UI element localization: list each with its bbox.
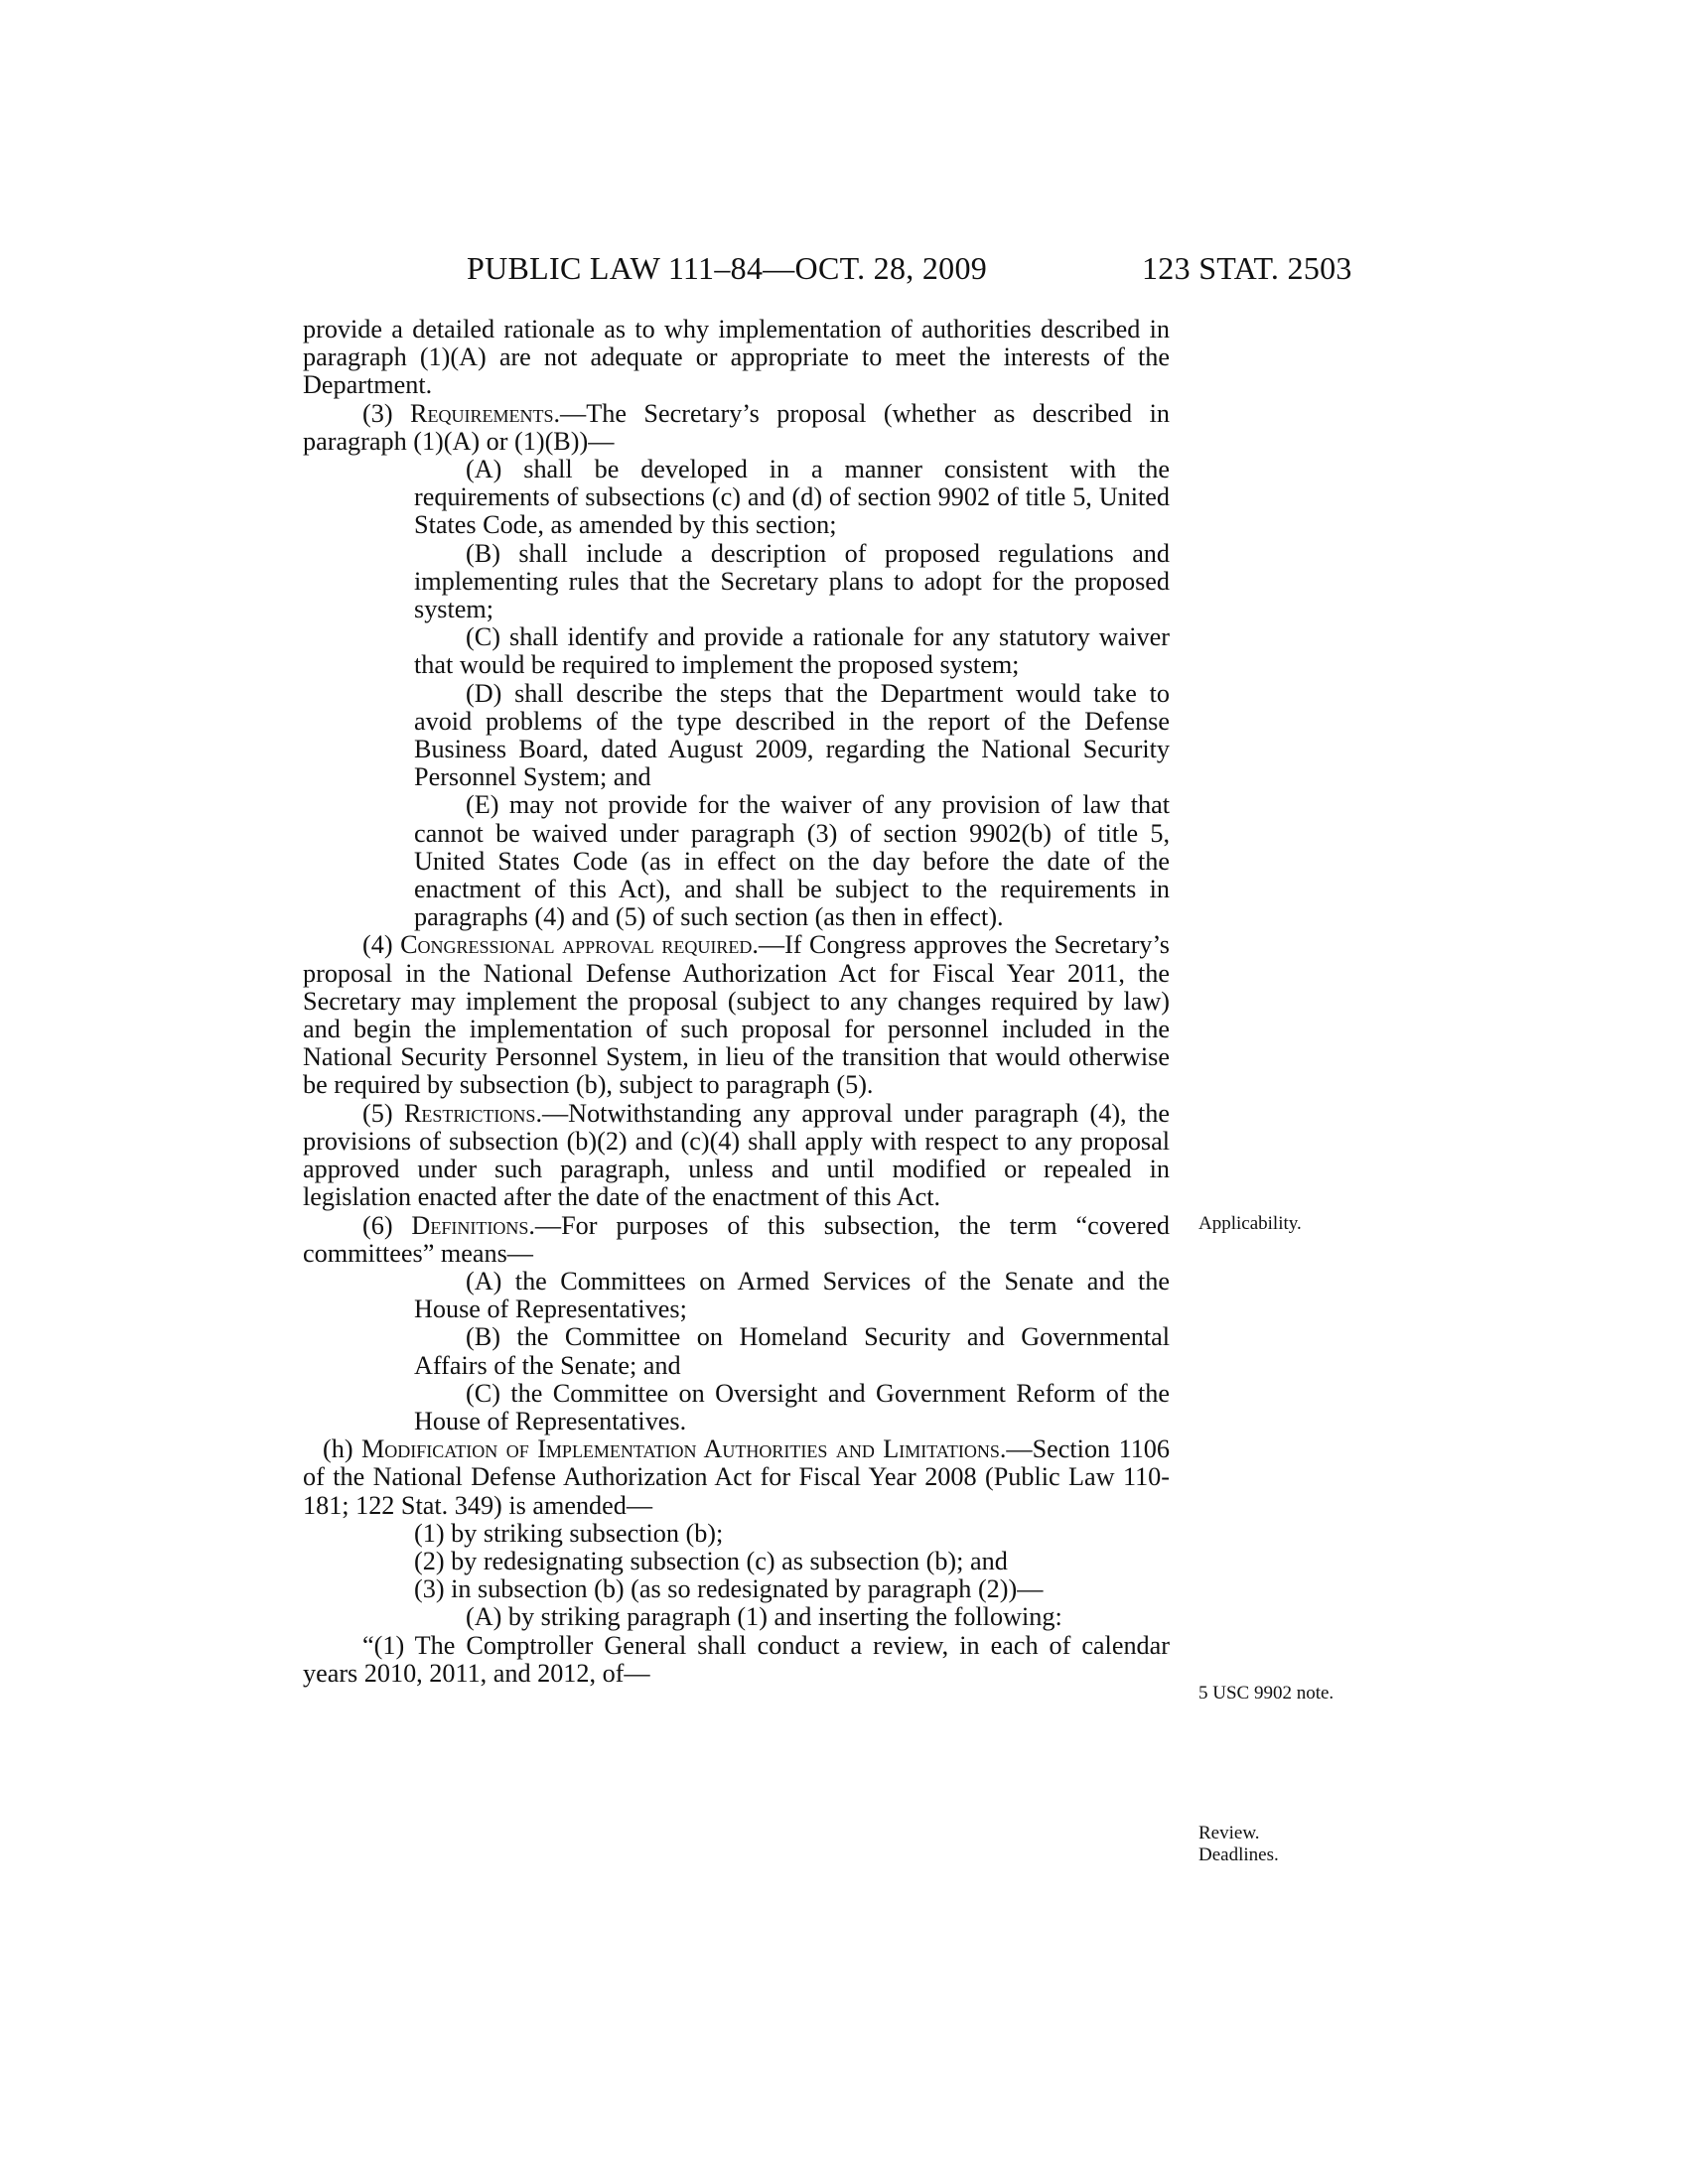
running-header-title: PUBLIC LAW 111–84—OCT. 28, 2009 (467, 250, 988, 286)
quoted-paragraph-1: “(1) The Comptroller General shall conduct a review, in each of calendar years 2010, 2011, and 2012, of— (303, 1630, 1170, 1688)
paragraph-heading: Requirements (410, 398, 554, 428)
running-header-stat: 123 STAT. 2503 (1142, 250, 1352, 286)
paragraph-6-definitions (303, 1212, 1170, 1268)
paragraph-label: (5) (362, 1098, 404, 1128)
subparagraph-a: (A) shall be developed in a manner consistent with the requirements of subsections (c) and (d) of section 9902 of title 5, United States Code, as amended by this section; (414, 455, 1170, 540)
subparagraph-d: (D) shall describe the steps that the Department would take to avoid problems of the type described in the report of the Defense Business Board, dated August 2009, regarding the National Security Personnel System; and (414, 678, 1170, 792)
subparagraph-e: (E) may not provide for the waiver of any provision of law that cannot be waived under paragraph (3) of section 9902(b) of title 5, United States Code (as in effect on the day before the date of the enactment of this Act), and shall be subject to the requirements in paragraphs (4) and (5) of such section (as then in effect). (414, 790, 1170, 932)
definition-b: (B) the Committee on Homeland Security and Governmental Affairs of the Senate; and (414, 1322, 1170, 1380)
paragraph-heading: Congressional approval required (400, 930, 753, 960)
margin-note-deadlines: Deadlines. (1198, 1844, 1279, 1865)
amendment-2: (2) by redesignating subsection (c) as subsection (b); and (414, 1546, 1008, 1575)
paragraph-3-requirements (303, 400, 1170, 456)
subsection-h (303, 1435, 1170, 1520)
definition-c: (C) the Committee on Oversight and Government Reform of the House of Representatives. (414, 1378, 1170, 1435)
paragraph-label: (4) (362, 930, 401, 960)
paragraph-label: (3) (362, 398, 411, 428)
definition-a: (A) the Committees on Armed Services of the Senate and the House of Representatives; (414, 1266, 1170, 1324)
amendment-3-a: (A) by striking paragraph (1) and inserting the following: (466, 1602, 1062, 1632)
subparagraph-c: (C) shall identify and provide a rationale for any statutory waiver that would be required to implement the proposed system; (414, 622, 1170, 680)
margin-note-applicability: Applicability. (1198, 1213, 1302, 1234)
paragraph-4-congressional-approval (303, 931, 1170, 1099)
paragraph-heading: Modification of Implementation Authorities and Limitations (361, 1434, 1000, 1464)
paragraph-text: .—The Secretary’s proposal (whether as described in paragraph (1)(A) or (1)(B))— (303, 398, 1170, 456)
margin-note-usc: 5 USC 9902 note. (1198, 1683, 1335, 1704)
paragraph-label: (6) (362, 1210, 412, 1240)
amendment-3: (3) in subsection (b) (as so redesignated by paragraph (2))— (414, 1574, 1044, 1604)
paragraph-text: .—For purposes of this subsection, the term “covered committees” means— (303, 1210, 1170, 1268)
paragraph-5-restrictions (303, 1100, 1170, 1212)
body-text (303, 316, 1170, 1688)
paragraph-text: .—Notwithstanding any approval under paragraph (4), the provisions of subsection (b)(2) and (c)(4) shall apply with respect to any proposal approved under such paragraph, unless and until modified or repealed in legislation enacted after the date of the enactment of this Act. (303, 1098, 1170, 1212)
paragraph-heading: Definitions (411, 1210, 529, 1240)
paragraph-label: (h) (323, 1434, 361, 1464)
subparagraph-b: (B) shall include a description of proposed regulations and implementing rules that the Secretary plans to adopt for the proposed system; (414, 538, 1170, 624)
margin-note-review: Review. (1198, 1823, 1260, 1843)
paragraph-text: .—Section 1106 of the National Defense Authorization Act for Fiscal Year 2008 (Public Law 110-181; 122 Stat. 349) is amended— (303, 1434, 1170, 1520)
paragraph-text: .—If Congress approves the Secretary’s proposal in the National Defense Authorization Act for Fiscal Year 2011, the Secretary may implement the proposal (subject to any changes required by law) and begin the implementation of such proposal for personnel included in the National Security Personnel System, in lieu of the transition that would otherwise be required by subsection (b), subject to paragraph (5). (303, 930, 1170, 1100)
paragraph-heading: Restrictions (403, 1098, 536, 1128)
paragraph: provide a detailed rationale as to why implementation of authorities described in paragraph (1)(A) are not adequate or appropriate to meet the interests of the Department. (303, 315, 1170, 400)
amendment-1: (1) by striking subsection (b); (414, 1518, 724, 1548)
